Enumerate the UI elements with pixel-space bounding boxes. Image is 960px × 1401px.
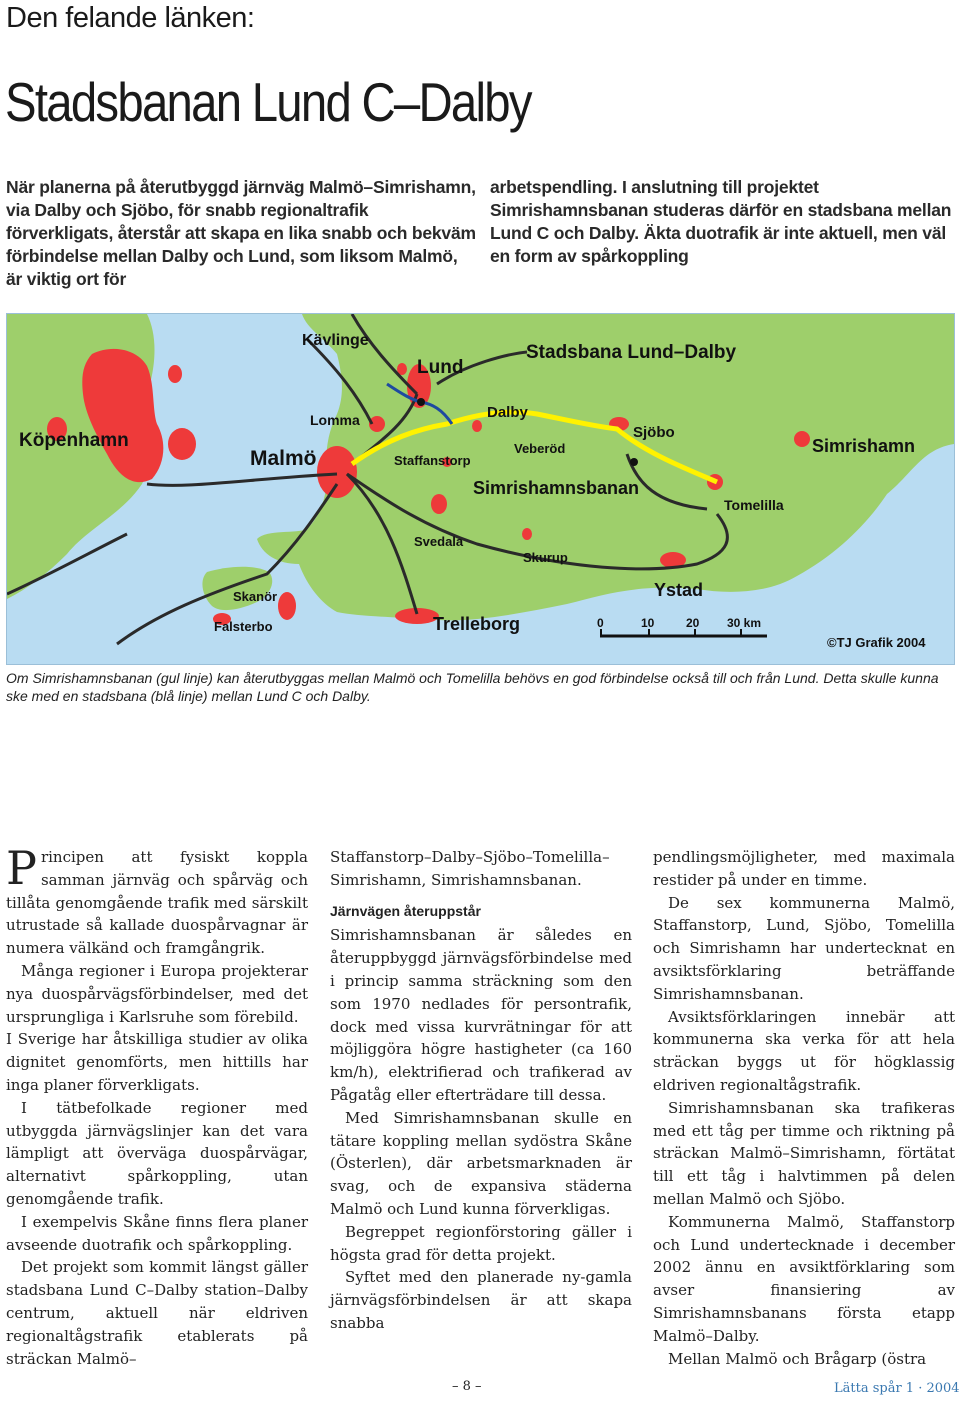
col1-p6: Det projekt som kommit längst gäller stadsbana Lund C–Dalby station–Dalby centrum, aktuell när eldriven regionaltågstrafik etablerats på sträckan Malmö– xyxy=(6,1258,308,1368)
kicker: Den felande länken: xyxy=(6,2,255,34)
label-kavlinge: Kävlinge xyxy=(302,332,369,349)
col3-p3: Avsiktsförklaringen innebär att kommunerna ska verka för att hela sträckan byggs ut för högklassig eldriven regionaltågstrafik. xyxy=(653,1007,955,1094)
label-sjobo: Sjöbo xyxy=(633,424,675,441)
col3-p6: Mellan Malmö och Brågarp (östra xyxy=(668,1349,927,1368)
label-kopenhamn: Köpenhamn xyxy=(19,430,129,451)
label-staffanstorp: Staffanstorp xyxy=(394,453,471,468)
map-credit: ©TJ Grafik 2004 xyxy=(827,635,926,650)
label-svedala: Svedala xyxy=(414,534,464,549)
label-malmo: Malmö xyxy=(250,447,317,470)
section-heading: Järnvägen återuppstår xyxy=(330,902,481,919)
drop-cap: P xyxy=(6,841,37,895)
scale-30km: 30 km xyxy=(727,616,762,630)
map-title: Stadsbana Lund–Dalby xyxy=(526,342,737,363)
map-caption: Om Simrishamnsbanan (gul linje) kan återutbyggas mellan Malmö och Tomelilla behövs en god förbindelse också till och från Lund. Detta skulle kunna ske med en stadsbana (blå linje) mellan Lund C och Dalby. xyxy=(6,670,939,704)
col1-p4: I tätbefolkade regioner med utbyggda järnvägslinjer kan det vara lämpligt att överväga duospårvägar, alternativt spårkoppling, utan genomgående trafik. xyxy=(6,1098,308,1208)
label-skurup: Skurup xyxy=(523,550,568,565)
column-2 xyxy=(330,846,632,1335)
col2-p5: Syftet med den planerade ny-gamla järnvägsförbindelsen är att skapa snabba xyxy=(330,1268,632,1332)
col1-p1 xyxy=(6,841,308,960)
label-tomelilla: Tomelilla xyxy=(724,497,784,513)
col1-p2: Många regioner i Europa projekterar nya duospårvägsförbindelser, med det ursprungliga i Karlsruhe som förebild. xyxy=(6,961,308,1026)
page-number: – 8 – xyxy=(452,1379,482,1394)
sjobo-dot xyxy=(630,458,638,466)
map-figure xyxy=(6,313,955,665)
scale-0: 0 xyxy=(597,616,604,630)
column-1 xyxy=(6,841,308,1370)
label-simrishamn: Simrishamn xyxy=(812,436,916,456)
map-svg xyxy=(7,314,954,664)
label-dalby: Dalby xyxy=(487,404,528,421)
column-3 xyxy=(653,846,955,1370)
label-ystad: Ystad xyxy=(654,580,704,600)
lead-right xyxy=(490,176,955,268)
lead-left-text: När planerna på återutbyggd järnväg Malmö–Simrishamn, via Dalby och Sjöbo, för snabb regionaltrafik förverkligats, återstår att skapa en lika snabb och bekväm förbindelse mellan Dalby och Lund, som liksom Malmö, är viktig ort för xyxy=(6,177,476,289)
scale-10: 10 xyxy=(641,616,655,630)
label-veberod: Veberöd xyxy=(514,441,566,456)
col3-p2: De sex kommunerna Malmö, Staffanstorp, Lund, Sjöbo, Tomelilla och Simrishamn har undertecknat en avsiktsförklaring beträffande Simrishamnsbanan. xyxy=(653,893,955,1003)
headline: Stadsbanan Lund C–Dalby xyxy=(5,71,531,133)
col3-p4: Simrishamnsbanan ska trafikeras med ett tåg per timme och riktning på sträckan Malmö–Simrishamn, förtätat till ett tåg i halvtimmen på delen mellan Malmö och Sjöbo. xyxy=(653,1098,955,1208)
col3-p5: Kommunerna Malmö, Staffanstorp och Lund undertecknade i december 2002 ännu en avsiktförklaring som avser finansiering av Simrishamnsbanans första etapp Malmö–Dalby. xyxy=(653,1212,955,1345)
label-lomma: Lomma xyxy=(310,412,360,428)
lead-left xyxy=(6,176,476,291)
col2-p1: Staffanstorp–Dalby–Sjöbo–Tomelilla–Simrishamn, Simrishamnsbanan. xyxy=(330,848,610,889)
lead-right-text: arbetspendling. I anslutning till projektet Simrishamnsbanan studeras därför en stadsbana mellan Lund C och Dalby. Äkta duotrafik är inte aktuell, men väl en form av spårkoppling xyxy=(490,177,952,266)
label-simrishamnsbanan: Simrishamnsbanan xyxy=(473,478,640,498)
col1-p3: I Sverige har åtskilliga studier av olika dignitet genomförts, men hittills har inga planer förverkligats. xyxy=(6,1030,308,1094)
scale-20: 20 xyxy=(686,616,700,630)
col1-p5: I exempelvis Skåne finns flera planer avseende duotrafik och spårkoppling. xyxy=(6,1212,308,1254)
label-falsterbo: Falsterbo xyxy=(214,619,273,634)
col2-p3: Med Simrishamnsbanan skulle en tätare koppling mellan sydöstra Skåne (Österlen), där arbetsmarknaden är svag, och de expansiva städerna Malmö och Lund kunna förverkligas. xyxy=(330,1108,632,1218)
lund-dot xyxy=(417,398,425,406)
col3-p1: pendlingsmöjligheter, med maximala restider på under en timme. xyxy=(653,848,955,889)
label-lund: Lund xyxy=(417,357,464,378)
label-skanor: Skanör xyxy=(233,589,278,604)
label-trelleborg: Trelleborg xyxy=(433,614,521,634)
col2-p4: Begreppet regionförstoring gäller i högsta grad för detta projekt. xyxy=(330,1222,632,1264)
col1-p1-text: rincipen att fysiskt koppla samman järnväg och spårväg och tillåta genomgående trafik med särskilt utrustade så kallade duospårvagnar är numera välkänd och framgångrik. xyxy=(6,848,308,958)
col2-p2: Simrishamnsbanan är således en återuppbyggd järnvägsförbindelse med i princip samma sträckning som den som 1970 nedlades för persontrafik, dock med vissa kurvrätningar för att möjliggöra högre hastigheter (ca 160 km/h), elektrifierad och trafikerad av Pågatåg eller efterträdare till dessa. xyxy=(330,926,632,1104)
magazine-issue: Lätta spår 1 · 2004 xyxy=(834,1381,960,1396)
